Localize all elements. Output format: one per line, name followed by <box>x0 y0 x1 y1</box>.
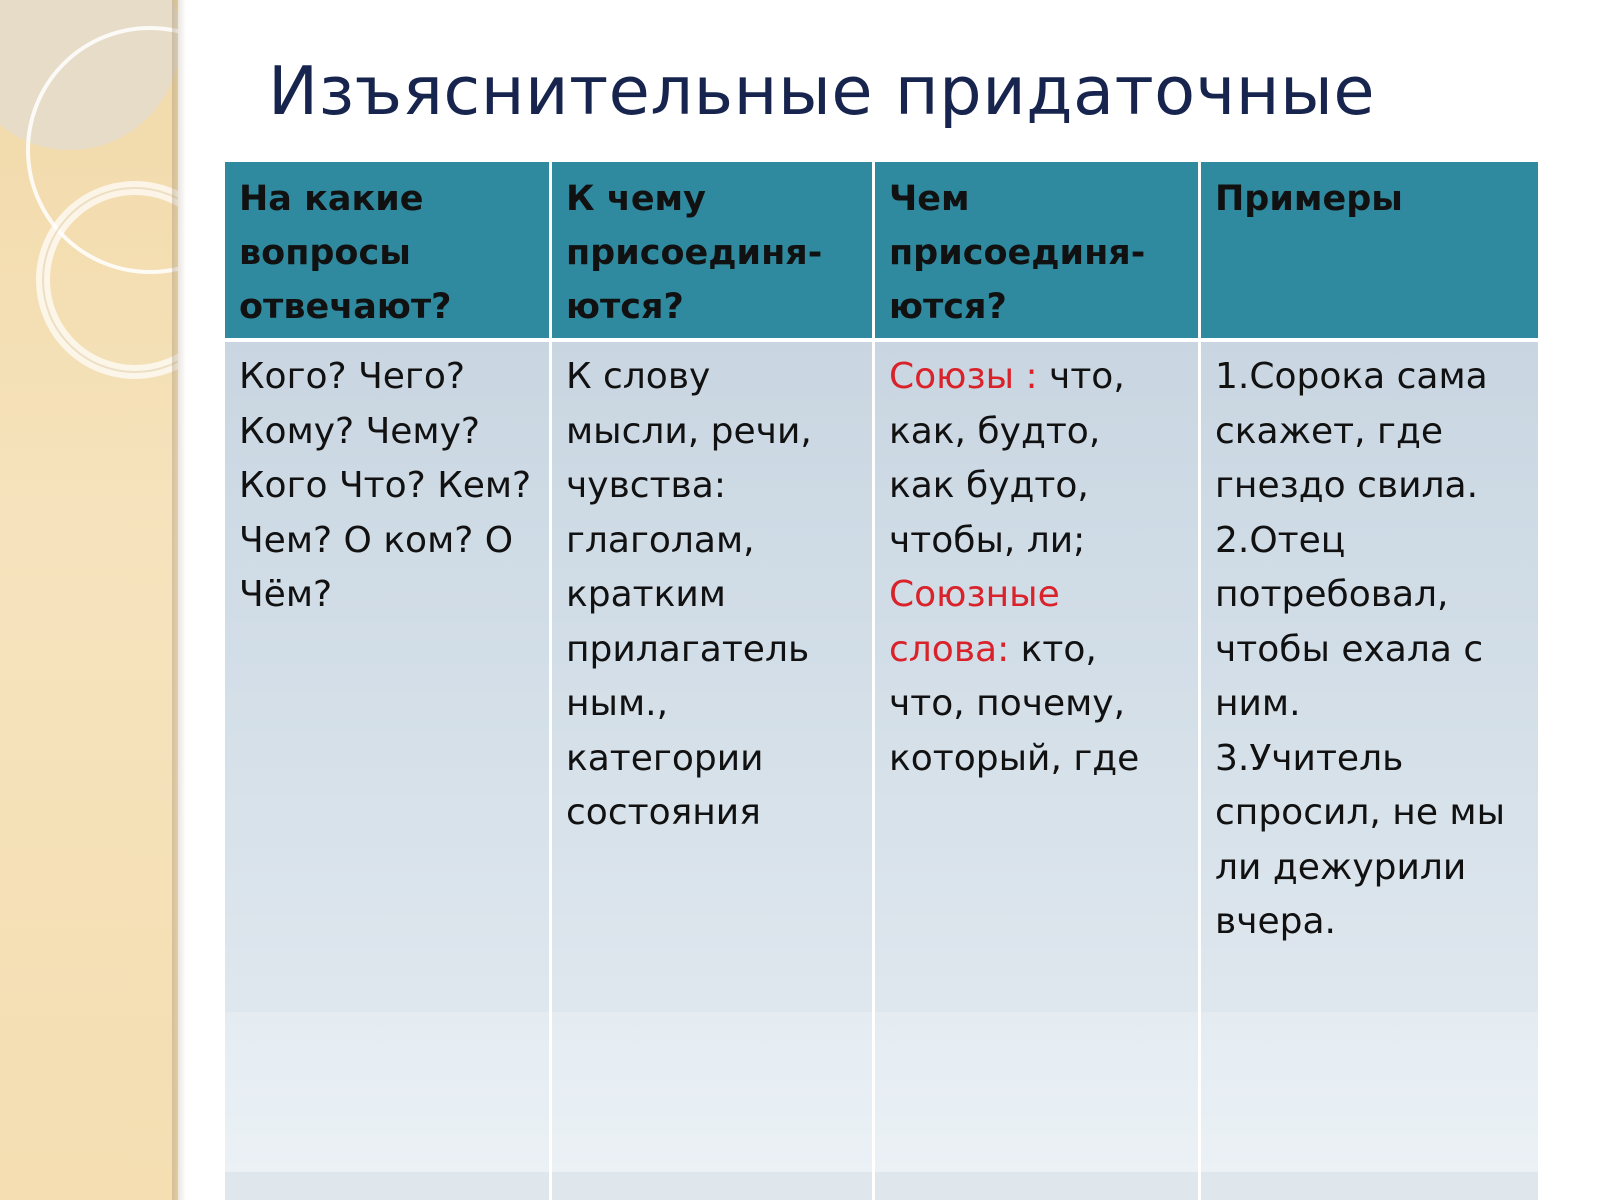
clauses-table <box>225 162 1537 1200</box>
conjunctions-line: как будто, <box>889 465 1089 506</box>
header-attaches-line: присоединя- <box>566 233 823 273</box>
conjunctions-line: чтобы, ли; <box>889 519 1086 561</box>
header-attaches-to <box>552 162 872 338</box>
header-means-line: Чем <box>889 179 970 219</box>
attaches-line: чувства: <box>566 465 726 506</box>
empty-cell <box>552 1012 872 1172</box>
conjunctive-words-line: что, почему, <box>889 683 1126 724</box>
attaches-line: глаголам, <box>566 519 755 561</box>
example-line: чтобы ехала с <box>1215 628 1484 670</box>
attaches-line: кратким <box>566 574 726 615</box>
header-attaches-line: К чему <box>566 179 706 219</box>
slide-title: Изъяснительные придаточные <box>268 52 1376 130</box>
questions-line: Кого Что? Кем? <box>239 465 532 506</box>
header-means <box>875 162 1198 338</box>
example-line: гнездо свила. <box>1215 465 1479 506</box>
empty-cell <box>875 1012 1198 1172</box>
questions-line: Чём? <box>239 574 333 615</box>
attaches-line: прилагатель <box>566 628 810 670</box>
empty-cell <box>552 1172 872 1200</box>
cell-means <box>875 342 1198 1012</box>
conjunctive-words-line: который, где <box>889 737 1140 779</box>
questions-line: Кому? Чему? <box>239 410 480 452</box>
example-line: спросил, не мы <box>1215 792 1506 833</box>
empty-cell <box>1201 1012 1538 1172</box>
side-panel-shadow <box>172 0 186 1200</box>
questions-line: Кого? Чего? <box>239 356 465 397</box>
conjunctions-line <box>889 350 1186 405</box>
header-means-line: присоединя- <box>889 233 1146 273</box>
empty-cell <box>875 1172 1198 1200</box>
example-line: ним. <box>1215 683 1301 724</box>
cell-attaches-to <box>552 342 872 1012</box>
conjunctive-words-label: слова: <box>889 628 1010 670</box>
attaches-line: категории <box>566 737 764 779</box>
header-examples-line: Примеры <box>1215 179 1403 219</box>
empty-cell <box>225 1172 549 1200</box>
attaches-line: К слову <box>566 356 711 397</box>
questions-line: Чем? О ком? О <box>239 519 514 561</box>
cell-examples <box>1201 342 1538 1012</box>
conjunctive-words-label: Союзные <box>889 574 1060 615</box>
example-line: скажет, где <box>1215 410 1443 452</box>
conjunctions-label: Союзы : <box>889 356 1038 397</box>
cell-questions <box>225 342 549 1012</box>
header-questions <box>225 162 549 338</box>
decorative-side-panel <box>0 0 178 1200</box>
decorative-rings-icon <box>0 0 178 420</box>
header-examples <box>1201 162 1538 338</box>
attaches-line: ным., <box>566 683 669 724</box>
header-means-line: ются? <box>889 287 1007 327</box>
example-line: ли дежурили <box>1215 846 1467 888</box>
conjunctive-words-first: кто, <box>1009 628 1097 670</box>
empty-cell <box>225 1012 549 1172</box>
example-line: потребовал, <box>1215 574 1449 615</box>
example-line: 2.Отец <box>1215 519 1346 561</box>
example-line: 3.Учитель <box>1215 737 1404 779</box>
header-questions-line: На какие <box>239 179 424 219</box>
attaches-line: состояния <box>566 792 761 833</box>
conjunctions-first: что, <box>1037 356 1125 397</box>
conjunctions-line: как, будто, <box>889 410 1101 452</box>
conjunctive-words-line <box>889 623 1186 678</box>
example-line: вчера. <box>1215 901 1336 942</box>
header-questions-line: отвечают? <box>239 287 452 327</box>
attaches-line: мысли, речи, <box>566 410 812 452</box>
header-attaches-line: ются? <box>566 287 684 327</box>
empty-cell <box>1201 1172 1538 1200</box>
header-questions-line: вопросы <box>239 233 411 273</box>
example-line: 1.Сорока сама <box>1215 356 1488 397</box>
